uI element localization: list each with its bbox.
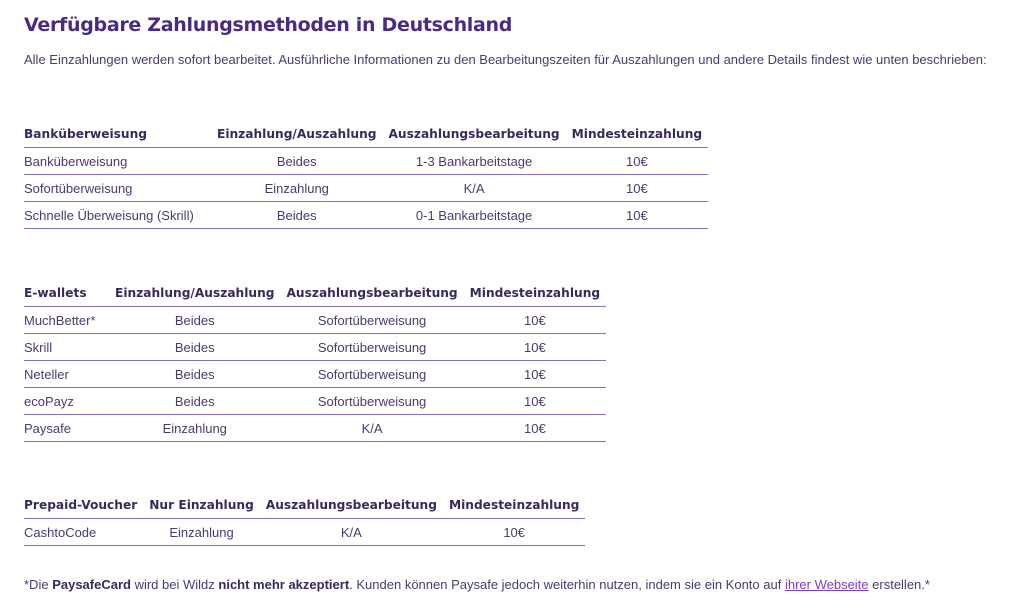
table-row [24,307,606,334]
cell-processing: K/A [260,519,443,546]
table-row [24,148,708,175]
header-withdrawal-processing: Auszahlungsbearbeitung [281,280,464,307]
footnote-text: erstellen.* [868,577,930,592]
cell-type: Einzahlung [211,175,383,202]
footnote [24,577,930,592]
cell-processing: K/A [383,175,566,202]
table-header-row [24,492,585,519]
table-header-row [24,280,606,307]
cell-method: Sofortüberweisung [24,175,211,202]
footnote-text: wird bei Wildz [130,577,219,592]
cell-type: Beides [109,307,281,334]
cell-processing: Sofortüberweisung [281,334,464,361]
cell-method: MuchBetter* [24,307,109,334]
cell-type: Beides [109,388,281,415]
cell-min-deposit: 10€ [464,307,606,334]
cell-min-deposit: 10€ [464,388,606,415]
cell-processing: Sofortüberweisung [281,307,464,334]
header-deposit-only: Nur Einzahlung [143,492,260,519]
footnote-bold-not-accepted: nicht mehr akzeptiert [218,577,350,592]
table-row [24,388,606,415]
header-deposit-withdrawal: Einzahlung/Auszahlung [109,280,281,307]
cell-method: Schnelle Überweisung (Skrill) [24,202,211,229]
table-row [24,334,606,361]
intro-text: Alle Einzahlungen werden sofort bearbeitet. Ausführliche Informationen zu den Bearbeitungszeiten für Auszahlungen und andere Details findest wie unten beschrieben: [24,52,987,67]
footnote-bold-paysafecard: PaysafeCard [52,577,131,592]
cell-method: ecoPayz [24,388,109,415]
cell-method: Banküberweisung [24,148,211,175]
cell-processing: 0-1 Bankarbeitstage [383,202,566,229]
cell-type: Beides [109,334,281,361]
page-title: Verfügbare Zahlungsmethoden in Deutschland [24,14,513,36]
cell-min-deposit: 10€ [464,361,606,388]
cell-type: Einzahlung [143,519,260,546]
cell-method: Skrill [24,334,109,361]
cell-method: CashtoCode [24,519,143,546]
cell-min-deposit: 10€ [464,334,606,361]
table-row [24,415,606,442]
cell-processing: K/A [281,415,464,442]
cell-type: Beides [211,148,383,175]
header-min-deposit: Mindesteinzahlung [566,121,708,148]
footnote-text: . Kunden können Paysafe jedoch weiterhin nutzen, indem sie ein Konto auf [349,577,785,592]
cell-type: Beides [109,361,281,388]
header-method: E-wallets [24,280,109,307]
header-method: Banküberweisung [24,121,211,148]
bank-transfer-table [24,121,708,229]
header-method: Prepaid-Voucher [24,492,143,519]
their-website-link[interactable]: ihrer Webseite [784,577,869,592]
cell-min-deposit: 10€ [566,148,708,175]
table-row [24,361,606,388]
cell-method: Paysafe [24,415,109,442]
cell-processing: Sofortüberweisung [281,361,464,388]
table-row [24,519,585,546]
cell-type: Einzahlung [109,415,281,442]
header-withdrawal-processing: Auszahlungsbearbeitung [383,121,566,148]
cell-method: Neteller [24,361,109,388]
cell-type: Beides [211,202,383,229]
ewallet-table [24,280,606,442]
cell-min-deposit: 10€ [566,202,708,229]
table-header-row [24,121,708,148]
cell-min-deposit: 10€ [566,175,708,202]
prepaid-voucher-table [24,492,585,546]
table-row [24,202,708,229]
header-withdrawal-processing: Auszahlungsbearbeitung [260,492,443,519]
header-min-deposit: Mindesteinzahlung [443,492,585,519]
cell-processing: Sofortüberweisung [281,388,464,415]
table-row [24,175,708,202]
header-min-deposit: Mindesteinzahlung [464,280,606,307]
cell-processing: 1-3 Bankarbeitstage [383,148,566,175]
footnote-text: *Die [24,577,53,592]
header-deposit-withdrawal: Einzahlung/Auszahlung [211,121,383,148]
cell-min-deposit: 10€ [443,519,585,546]
cell-min-deposit: 10€ [464,415,606,442]
